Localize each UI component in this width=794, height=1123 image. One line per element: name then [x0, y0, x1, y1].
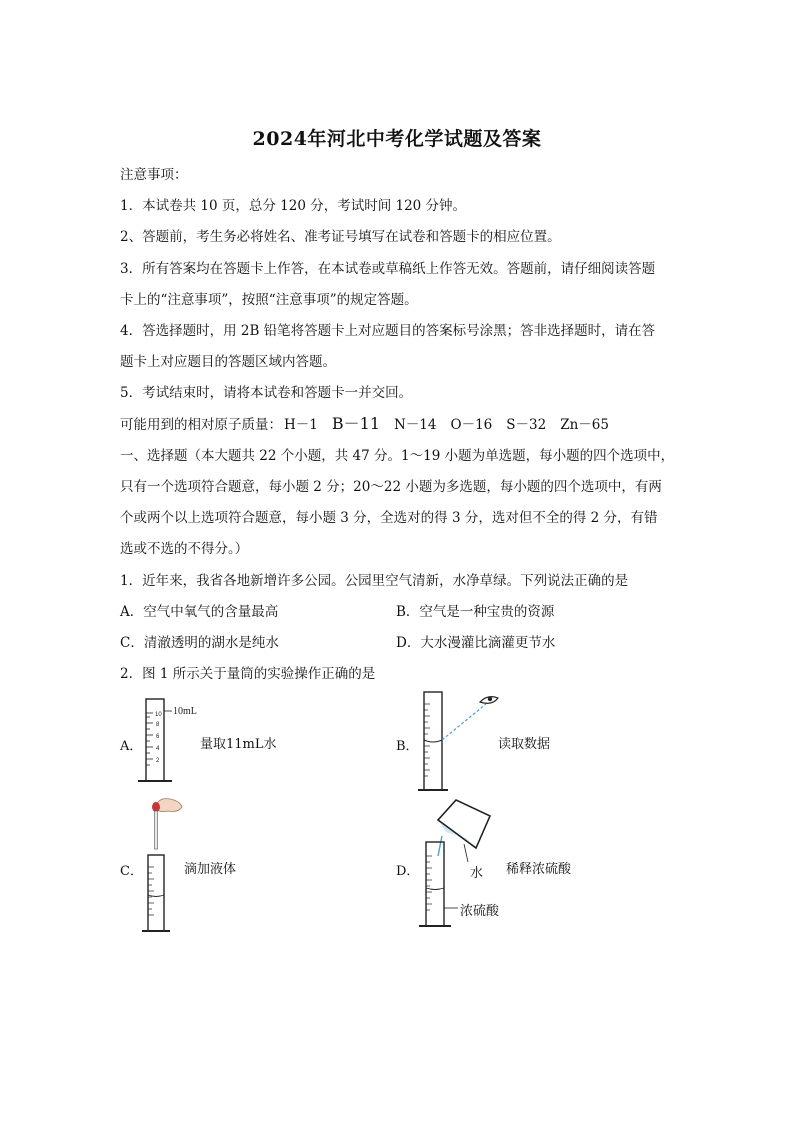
notice-item-1: 1．本试卷共 10 页，总分 120 分，考试时间 120 分钟。 [120, 198, 467, 214]
cylinder-a-tick-4: 4 [156, 746, 160, 752]
q1-option-a: A．空气中氧气的含量最高 [120, 604, 279, 620]
cylinder-a-tick-2: 2 [156, 758, 160, 764]
notice-item-4: 4．答选择题时，用 2B 铅笔将答题卡上对应题目的答案标号涂黑；答非选择题时，请在答 [120, 323, 656, 339]
q2-option-c-letter: C． [120, 864, 143, 879]
notice-item-3-cont: 卡上的“注意事项”，按照“注意事项”的规定答题。 [120, 292, 418, 308]
q1-option-d: D．大水漫灌比滴灌更节水 [396, 635, 556, 651]
q2-option-c-caption: 滴加液体 [184, 862, 237, 877]
section1-line-2: 只有一个选项符合题意，每小题 2 分；20～22 小题为多选题，每小题的四个选项中，有两 [120, 479, 662, 495]
mass-n: N－14 [394, 417, 437, 433]
q1-stem: 1．近年来，我省各地新增许多公园。公园里空气清新，水净草绿。下列说法正确的是 [120, 573, 629, 589]
notice-item-4-cont: 题卡上对应题目的答题区域内答题。 [120, 354, 336, 370]
section1-line-3: 个或两个以上选项符合题意，每小题 3 分，全选对的得 3 分，选对但不全的得 2 分，有错 [120, 510, 658, 526]
mass-o: O－16 [450, 417, 493, 433]
q2-option-d-caption: 稀释浓硫酸 [506, 862, 572, 877]
water-label: 水 [470, 866, 484, 881]
acid-label: 浓硫酸 [460, 904, 500, 919]
notice-heading: 注意事项： [120, 167, 188, 183]
q2-option-b-caption: 读取数据 [498, 737, 551, 752]
q2-option-d-letter: D． [396, 864, 420, 879]
cylinder-a-tick-8: 8 [156, 722, 160, 728]
section1-line-1: 一、选择题（本大题共 22 个小题，共 47 分。1～19 小题为单选题，每小题的四个选项中， [120, 448, 675, 464]
notice-item-2: 2、答题前，考生务必将姓名、准考证号填写在试卷和答题卡的相应位置。 [120, 229, 561, 245]
q2-option-a-letter: A． [120, 739, 143, 754]
q1-option-c: C．清澈透明的湖水是纯水 [120, 635, 279, 651]
mass-b: B－11 [331, 414, 380, 433]
page-title: 2024年河北中考化学试题及答案 [252, 128, 542, 150]
notice-item-3: 3．所有答案均在答题卡上作答，在本试卷或草稿纸上作答无效。答题前，请仔细阅读答题 [120, 261, 656, 277]
graduated-cylinder-a-figure [138, 697, 208, 787]
cylinder-a-tick-10: 10 [155, 712, 162, 718]
graduated-cylinder-b-figure [418, 690, 508, 795]
q1-option-b: B．空气是一种宝贵的资源 [396, 604, 555, 620]
mass-zn: Zn－65 [560, 417, 609, 433]
q2-stem: 2．图 1 所示关于量筒的实验操作正确的是 [120, 666, 376, 682]
cylinder-a-tick-6: 6 [156, 734, 160, 740]
section1-line-4: 选或不选的不得分。） [120, 541, 249, 557]
q2-option-b-letter: B． [396, 739, 419, 754]
mass-h: H－1 [284, 417, 318, 433]
cylinder-a-mark-label: 10mL [173, 706, 197, 717]
eye-icon [480, 697, 498, 704]
notice-item-5: 5．考试结束时，请将本试卷和答题卡一并交回。 [120, 385, 413, 401]
atomic-mass-line [120, 415, 623, 434]
mass-s: S－32 [506, 417, 547, 433]
q2-option-a-caption: 量取11mL水 [200, 737, 277, 752]
hand-icon [156, 799, 182, 812]
atomic-mass-label: 可能用到的相对原子质量： [120, 417, 282, 433]
beaker-icon [438, 800, 490, 848]
